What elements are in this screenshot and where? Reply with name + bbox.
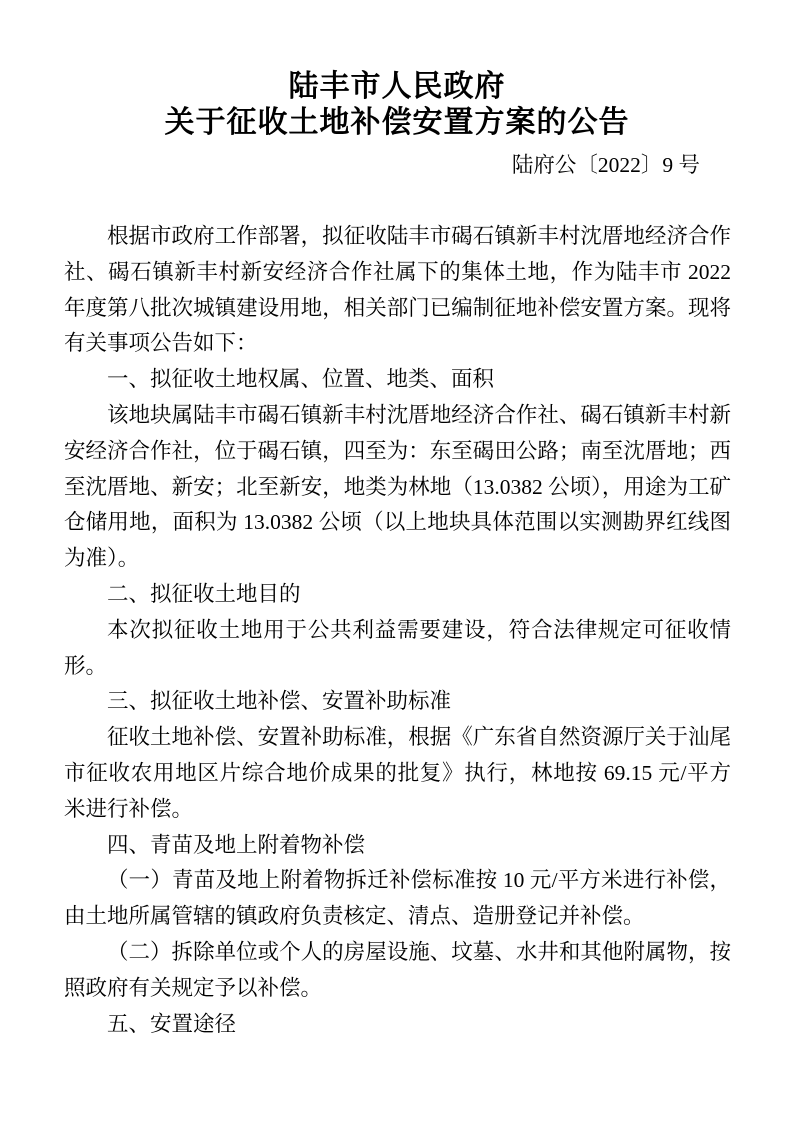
section-heading: 五、安置途径: [107, 1011, 237, 1036]
document-number: 陆府公〔2022〕9 号: [511, 153, 700, 177]
document-title-line2: 关于征收土地补偿安置方案的公告: [164, 106, 630, 139]
body-paragraph: 征收土地补偿、安置补助标准，根据《广东省自然资源厅关于汕尾市征收农用地区片综合地价成果的批复》执行，林地按 69.15 元/平方米进行补偿。: [64, 725, 731, 821]
section-heading: 一、拟征收土地权属、位置、地类、面积: [107, 367, 495, 392]
document-title: [0, 0, 794, 141]
section-heading: 二、拟征收土地目的: [107, 581, 301, 606]
document-title-line1: 陆丰市人民政府: [288, 70, 506, 103]
section-heading: 四、青苗及地上附着物补偿: [107, 832, 366, 857]
body-paragraph: （一）青苗及地上附着物拆迁补偿标准按 10 元/平方米进行补偿，由土地所属管辖的镇政府负责核定、清点、造册登记并补偿。: [64, 868, 731, 929]
section-heading: 三、拟征收土地补偿、安置补助标准: [107, 689, 452, 714]
body-paragraph: 本次拟征收土地用于公共利益需要建设，符合法律规定可征收情形。: [64, 617, 731, 678]
document-body: [0, 219, 794, 1042]
body-paragraph: （二）拆除单位或个人的房屋设施、坟墓、水井和其他附属物，按照政府有关规定予以补偿。: [64, 939, 731, 1000]
body-paragraph: 该地块属陆丰市碣石镇新丰村沈厝地经济合作社、碣石镇新丰村新安经济合作社，位于碣石镇，四至为：东至碣田公路；南至沈厝地；西至沈厝地、新安；北至新安，地类为林地（13.0382 公顷），用途为工矿仓储用地，面积为 13.0382 公顷（以上地块具体范围以实测勘界红线图为准）。: [64, 402, 731, 571]
body-paragraph: 根据市政府工作部署，拟征收陆丰市碣石镇新丰村沈厝地经济合作社、碣石镇新丰村新安经济合作社属下的集体土地，作为陆丰市 2022 年度第八批次城镇建设用地，相关部门已编制征地补偿安置方案。现将有关事项公告如下：: [64, 224, 731, 356]
